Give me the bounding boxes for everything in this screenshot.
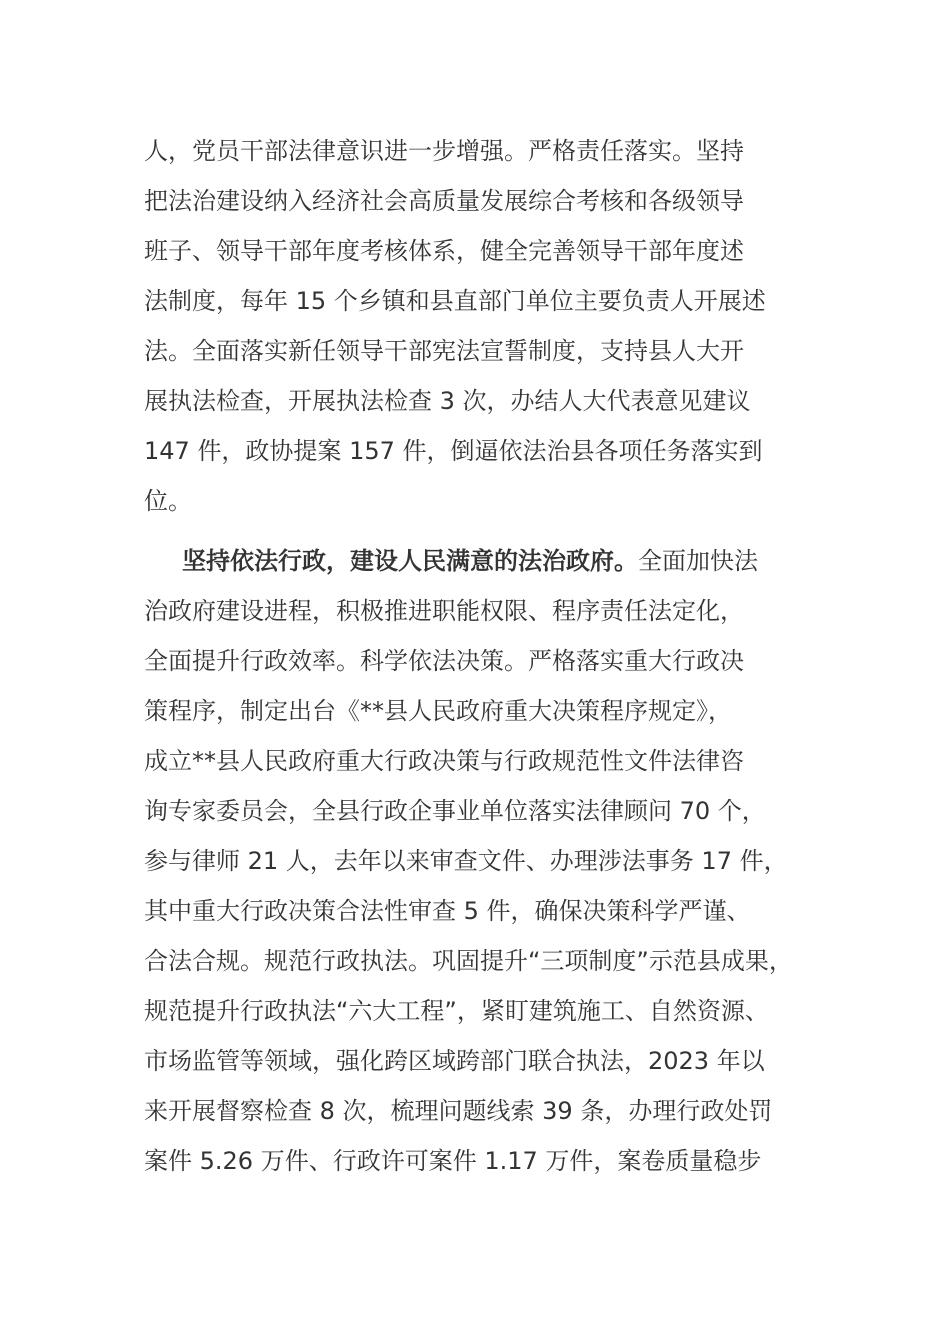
text-line: 规范提升行政执法“六大工程”，紧盯建筑施工、自然资源、 <box>144 997 769 1025</box>
text-line: 参与律师 21 人，去年以来审查文件、办理涉法事务 17 件， <box>144 847 788 875</box>
paragraph-spacer <box>144 526 834 536</box>
paragraph <box>144 126 834 526</box>
text-line: 把法治建设纳入经济社会高质量发展综合考核和各级领导 <box>144 187 744 215</box>
text-line: 147 件，政协提案 157 件，倒逼依法治县各项任务落实到 <box>144 437 763 465</box>
text-line: 来开展督察检查 8 次，梳理问题线索 39 条，办理行政处罚 <box>144 1097 773 1125</box>
text-line: 询专家委员会，全县行政企事业单位落实法律顾问 70 个， <box>144 797 766 825</box>
text-line: 法。全面落实新任领导干部宪法宣誓制度，支持县人大开 <box>144 337 744 365</box>
document-body <box>144 126 834 1186</box>
text-line: 案件 5.26 万件、行政许可案件 1.17 万件，案卷质量稳步 <box>144 1147 762 1175</box>
text-line: 合法合规。规范行政执法。巩固提升“三项制度”示范县成果， <box>144 947 793 975</box>
text-line: 市场监管等领域，强化跨区域跨部门联合执法，2023 年以 <box>144 1047 765 1075</box>
text-line: 治政府建设进程，积极推进职能权限、程序责任法定化， <box>144 597 744 625</box>
text-line: 成立**县人民政府重大行政决策与行政规范性文件法律咨 <box>144 747 744 775</box>
text-line: 班子、领导干部年度考核体系，健全完善领导干部年度述 <box>144 237 744 265</box>
text-line <box>144 536 834 586</box>
text-line: 位。 <box>144 487 192 515</box>
heading-line-rest: 全面加快法 <box>638 547 758 575</box>
paragraph-heading: 坚持依法行政，建设人民满意的法治政府。 <box>182 547 638 575</box>
text-line: 策程序，制定出台《**县人民政府重大决策程序规定》， <box>144 697 732 725</box>
text-line: 全面提升行政效率。科学依法决策。严格落实重大行政决 <box>144 647 744 675</box>
text-line: 人，党员干部法律意识进一步增强。严格责任落实。坚持 <box>144 137 744 165</box>
text-line: 其中重大行政决策合法性审查 5 件，确保决策科学严谨、 <box>144 897 751 925</box>
text-line: 法制度，每年 15 个乡镇和县直部门单位主要负责人开展述 <box>144 287 766 315</box>
text-line: 展执法检查，开展执法检查 3 次，办结人大代表意见建议 <box>144 387 751 415</box>
paragraph <box>144 536 834 1186</box>
